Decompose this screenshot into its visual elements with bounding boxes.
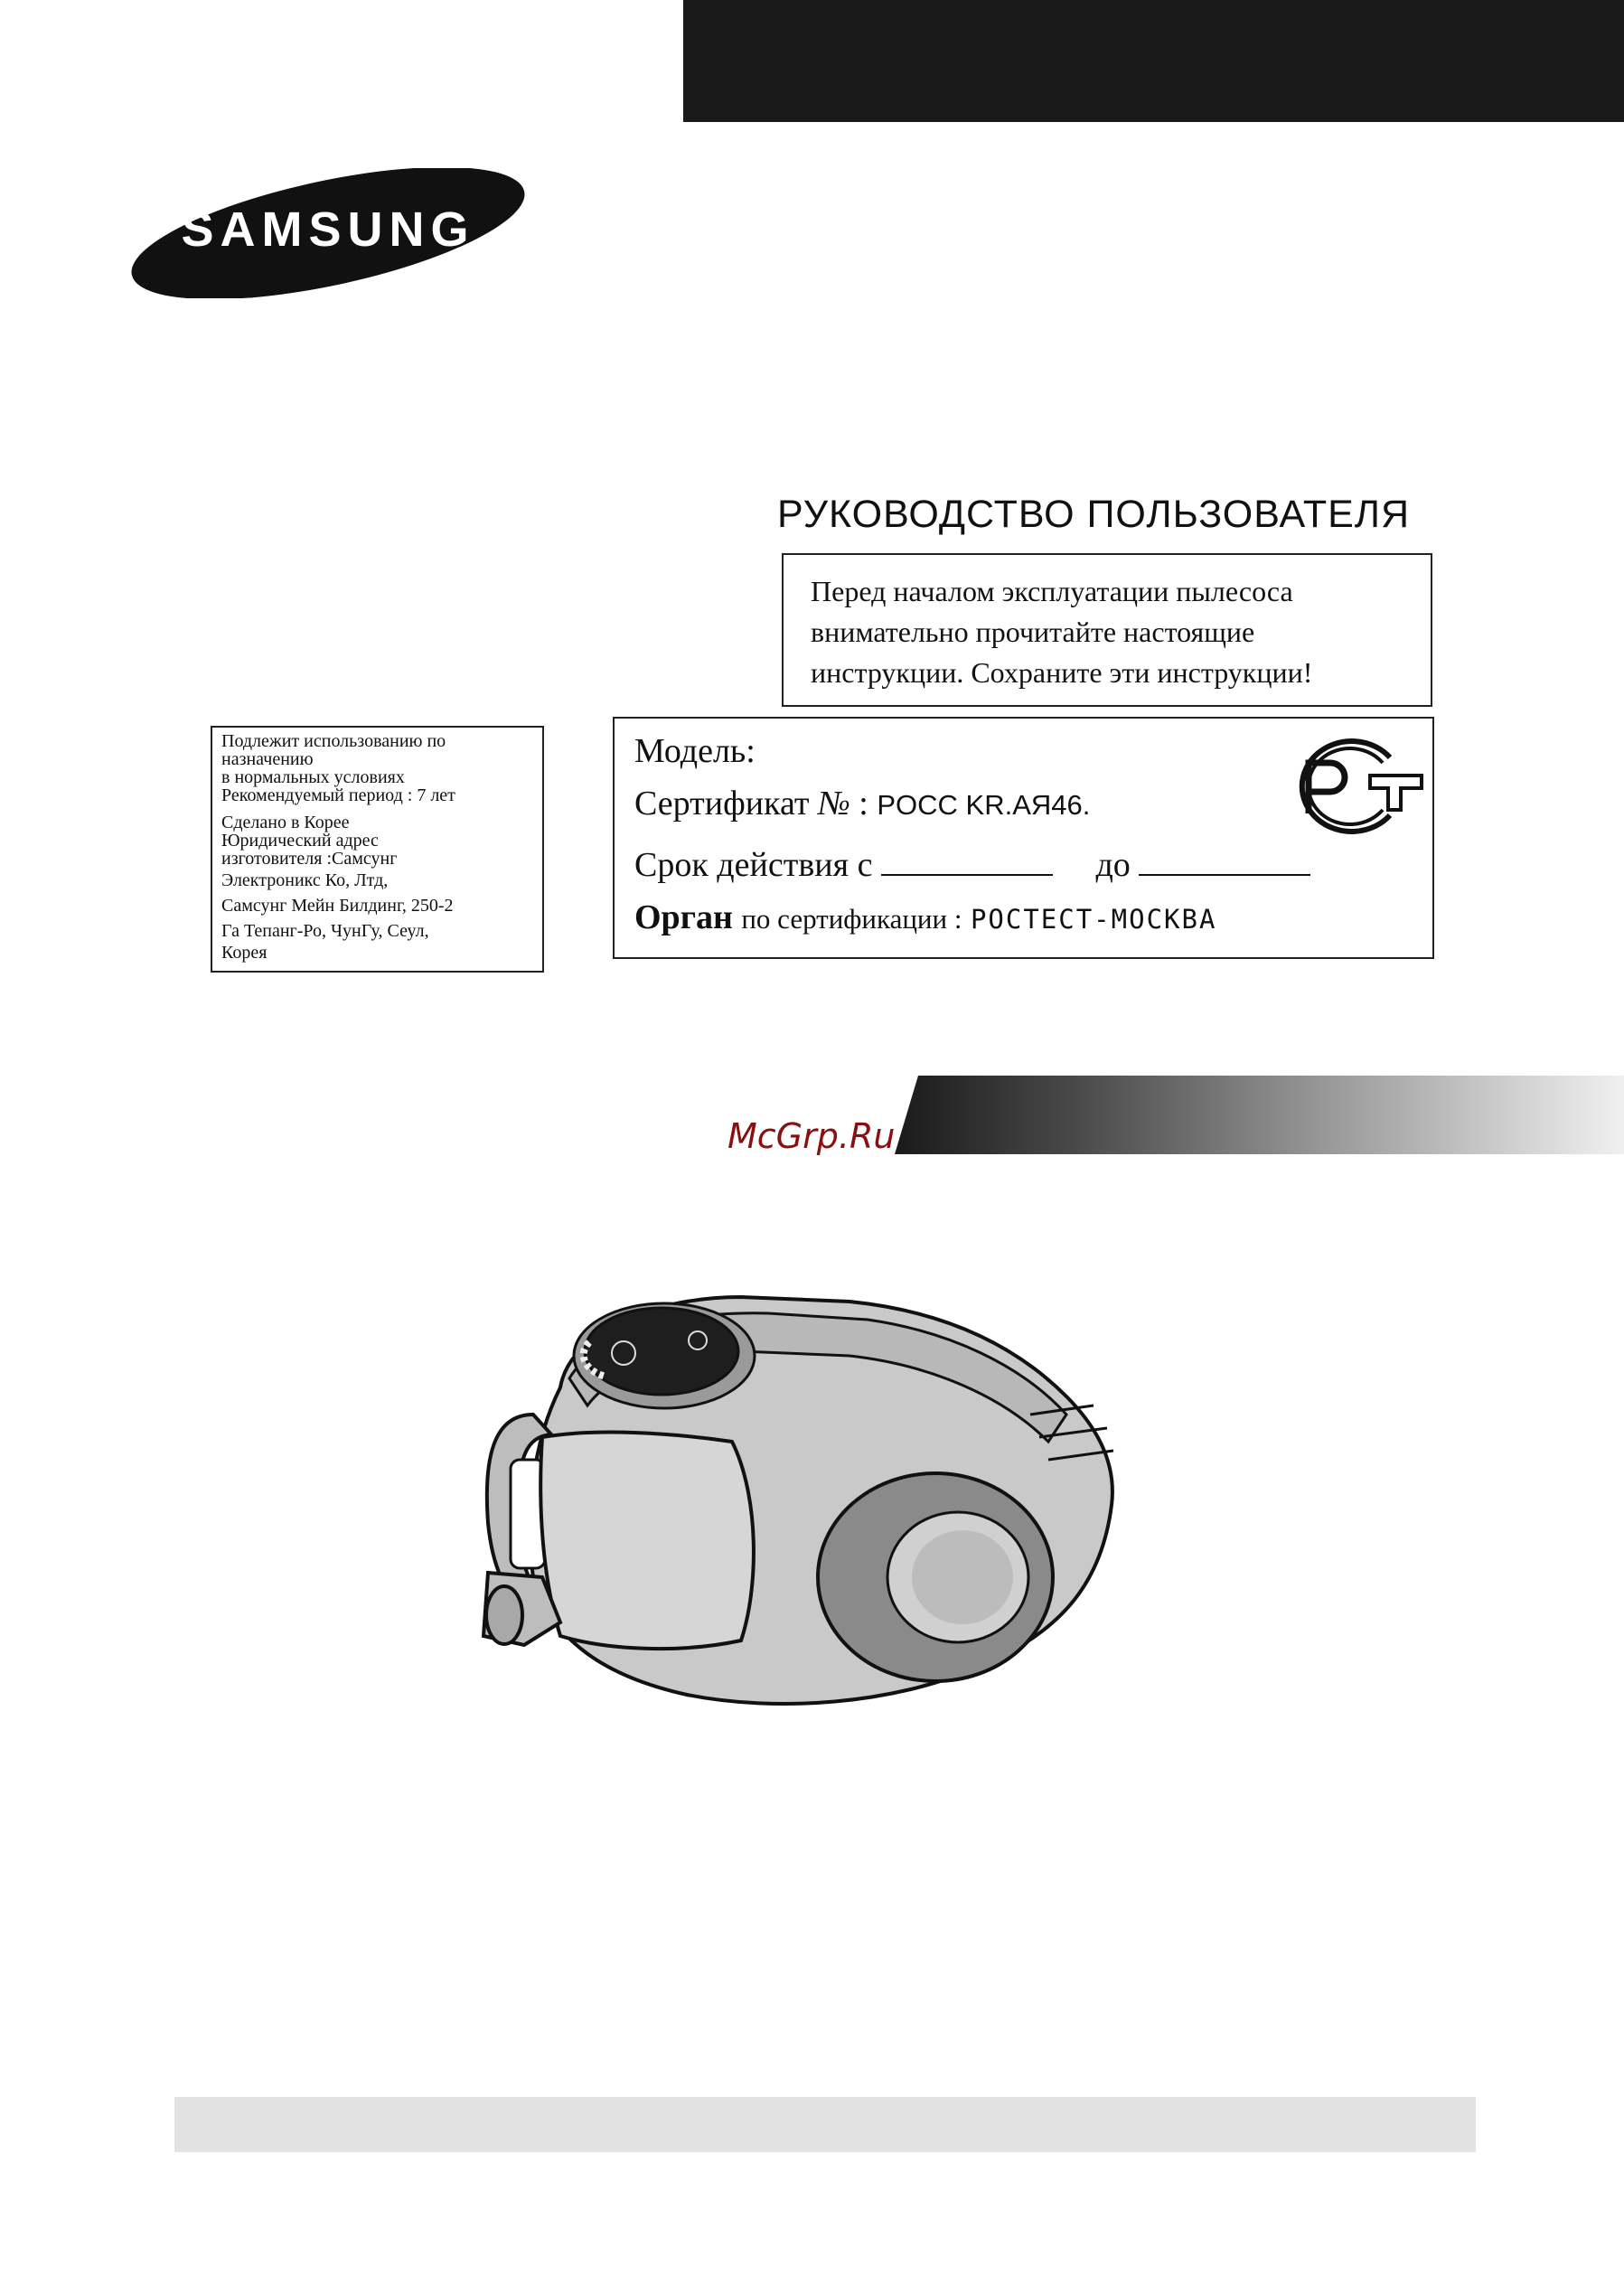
- usage-line: Юридический адрес: [221, 831, 379, 851]
- usage-line: Га Тепанг-Ро, ЧунГу, Сеул,: [221, 921, 429, 941]
- bottom-gray-bar: [174, 2097, 1476, 2152]
- validity-to-label: до: [1095, 846, 1131, 884]
- vacuum-cleaner-illustration: [470, 1279, 1157, 1785]
- usage-line: Подлежит использованию по: [221, 731, 446, 751]
- usage-line: Корея: [221, 943, 268, 963]
- usage-line: Рекомендуемый период : 7 лет: [221, 785, 455, 805]
- usage-note-box: [211, 726, 544, 973]
- gradient-band: [895, 1076, 1624, 1154]
- usage-line: Самсунг Мейн Билдинг, 250-2: [221, 896, 454, 916]
- colon: :: [859, 785, 868, 823]
- instruction-line: инструкции. Сохраните эти инструкции!: [811, 656, 1313, 689]
- certificate-number: POCC KR.AЯ46.: [877, 789, 1091, 821]
- instruction-line: внимательно прочитайте настоящие: [811, 616, 1255, 648]
- usage-line: Электроникс Ко, Лтд,: [221, 870, 389, 890]
- usage-line: Сделано в Корее: [221, 813, 350, 832]
- usage-line: в нормальных условиях: [221, 767, 405, 787]
- organ-label-rest: по сертификации :: [741, 903, 962, 935]
- certificate-label: Сертификат: [634, 785, 810, 823]
- usage-line: назначению: [221, 749, 314, 769]
- pct-conformity-mark-icon: [1272, 732, 1426, 841]
- instruction-box: [782, 553, 1432, 707]
- top-black-bar: [683, 0, 1624, 122]
- manual-title: РУКОВОДСТВО ПОЛЬЗОВАТЕЛЯ: [777, 493, 1411, 536]
- organ-label: Орган: [634, 898, 733, 936]
- logo-text: SAMSUNG: [181, 202, 475, 257]
- number-sign: №: [817, 785, 850, 823]
- organ-value: РОСТЕСТ-МОСКВА: [970, 904, 1217, 935]
- validity-to-blank: [1139, 854, 1310, 876]
- validity-from-blank: [881, 854, 1053, 876]
- model-label: Модель:: [634, 732, 756, 770]
- usage-line: изготовителя :Самсунг: [221, 849, 398, 869]
- samsung-logo: [125, 168, 531, 298]
- instruction-line: Перед началом эксплуатации пылесоса: [811, 575, 1293, 607]
- validity-label: Срок действия с: [634, 846, 873, 884]
- watermark-text: McGrp.Ru: [728, 1116, 896, 1156]
